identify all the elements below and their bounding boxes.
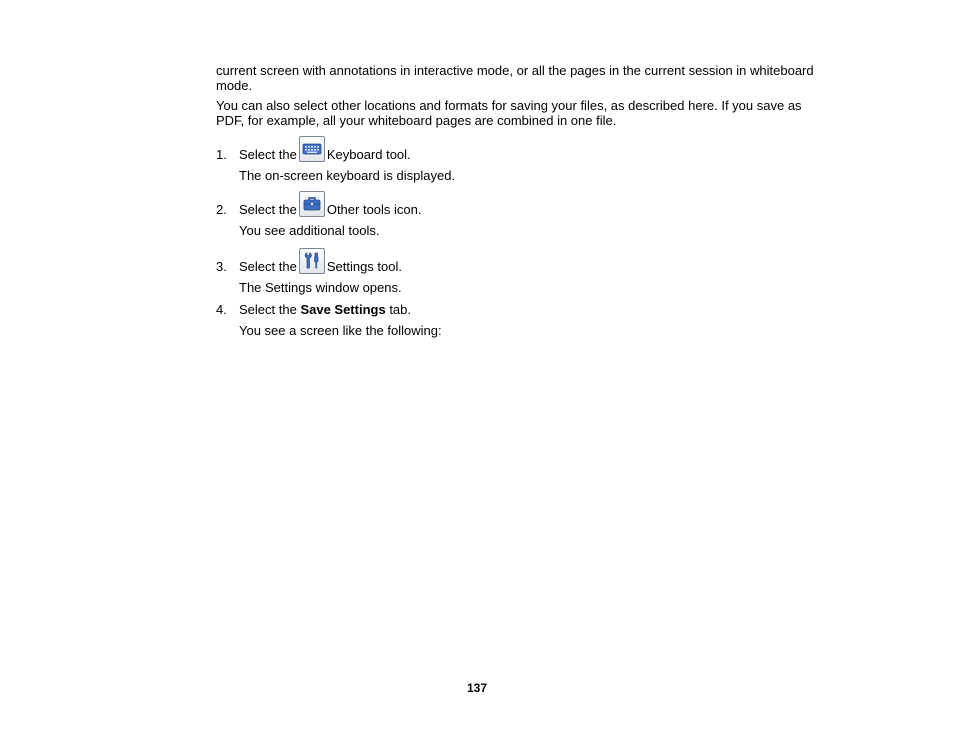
step-text-before: Select the <box>239 259 297 274</box>
step-number: 2. <box>216 202 227 217</box>
wrench-screwdriver-icon <box>299 248 325 274</box>
keyboard-icon <box>299 136 325 162</box>
step-text-before: Select the <box>239 147 297 162</box>
step-instruction <box>239 188 421 217</box>
intro-continuation: current screen with annotations in interactive mode, or all the pages in the current session in whiteboard mode. <box>216 63 814 93</box>
toolbox-icon <box>299 191 325 217</box>
step-number: 3. <box>216 259 227 274</box>
intro-paragraph: You can also select other locations and formats for saving your files, as described here. If you save as PDF, for example, all your whiteboard pages are combined in one file. <box>216 98 802 128</box>
step-result: The on-screen keyboard is displayed. <box>239 168 456 183</box>
step-text-before: Select the <box>239 302 301 317</box>
step-text-after: Settings tool. <box>326 259 402 274</box>
step-text-after: Keyboard tool. <box>326 147 411 162</box>
step-text-after: tab. <box>385 302 411 317</box>
page-number: 137 <box>466 681 488 695</box>
step-result: You see a screen like the following: <box>239 323 442 338</box>
step-instruction <box>239 245 402 274</box>
tab-name: Save Settings <box>300 302 386 317</box>
step-text-before: Select the <box>239 202 297 217</box>
step-result: The Settings window opens. <box>239 280 402 295</box>
step-number: 1. <box>216 147 227 162</box>
step-instruction <box>239 302 411 317</box>
step-number: 4. <box>216 302 227 317</box>
step-instruction <box>239 133 411 162</box>
step-result: You see additional tools. <box>239 223 380 238</box>
step-text-after: Other tools icon. <box>326 202 422 217</box>
